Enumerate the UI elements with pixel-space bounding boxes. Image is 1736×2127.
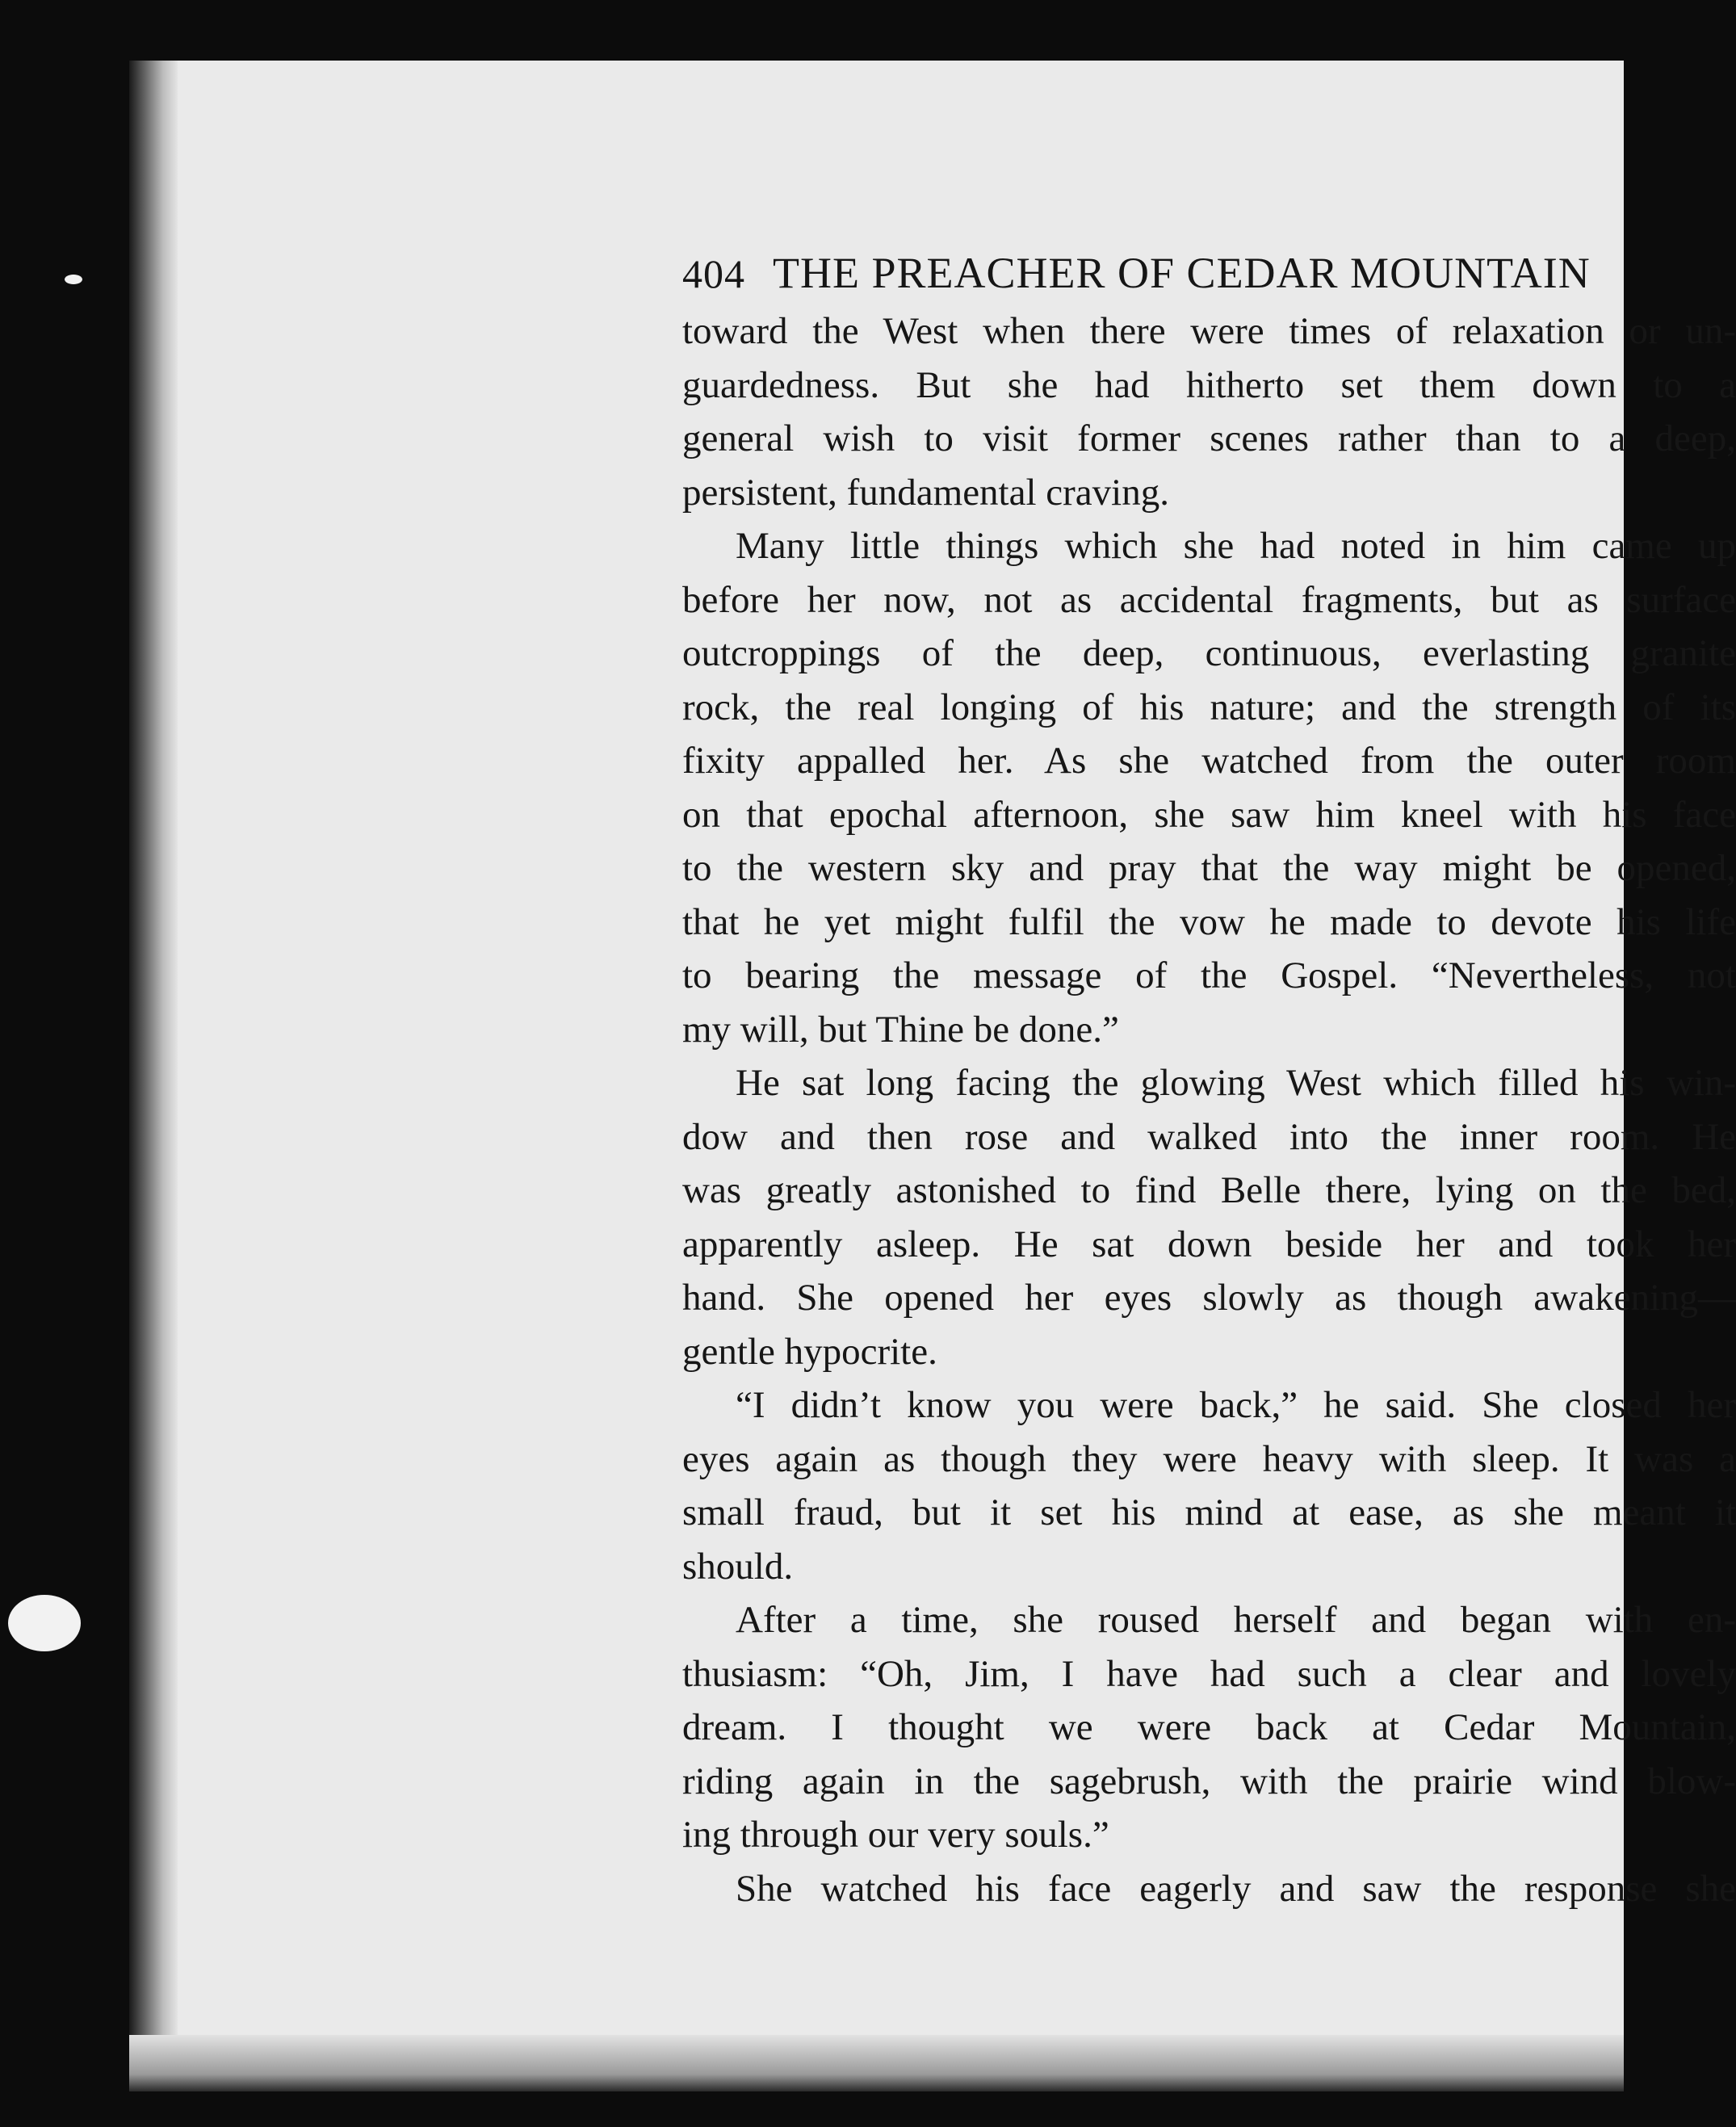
text-line: small fraud, but it set his mind at ease, as she meant it (682, 1491, 1736, 1533)
running-title: THE PREACHER OF CEDAR MOUNTAIN (773, 249, 1591, 297)
text-line: riding again in the sagebrush, with the prairie wind blow- (682, 1760, 1736, 1802)
text-line: persistent, fundamental craving. (682, 471, 1169, 514)
text-line: on that epochal afternoon, she saw him kneel with his face (682, 793, 1736, 836)
book-page (129, 61, 1736, 2091)
text-line: dow and then rose and walked into the inner room. He (682, 1115, 1736, 1158)
text-line: ing through our very souls.” (682, 1814, 1109, 1856)
text-line: before her now, not as accidental fragments, but as surface (682, 578, 1736, 621)
text-line: toward the West when there were times of relaxation or un- (682, 310, 1736, 352)
text-line: She watched his face eagerly and saw the response she (736, 1867, 1736, 1910)
running-header (682, 248, 1736, 298)
text-line: hand. She opened her eyes slowly as though awakening— (682, 1277, 1736, 1319)
text-line: eyes again as though they were heavy with sleep. It was a (682, 1437, 1736, 1480)
text-line: to bearing the message of the Gospel. “Nevertheless, not (682, 954, 1736, 996)
text-line: should. (682, 1545, 794, 1588)
text-line: my will, but Thine be done.” (682, 1008, 1119, 1051)
text-line: guardedness. But she had hitherto set them down to a (682, 363, 1736, 406)
text-line: general wish to visit former scenes rather than to a deep, (682, 417, 1736, 459)
text-line: dream. I thought we were back at Cedar Mountain, (682, 1706, 1736, 1748)
text-line: thusiasm: “Oh, Jim, I have had such a clear and lovely (682, 1652, 1736, 1695)
text-line: was greatly astonished to find Belle there, lying on the bed, (682, 1169, 1736, 1211)
text-line: outcroppings of the deep, continuous, everlasting granite (682, 632, 1736, 674)
page-bottom-shadow (129, 2035, 1624, 2091)
text-line: that he yet might fulfil the vow he made to devote his life (682, 900, 1736, 943)
text-line: Many little things which she had noted in him came up (736, 525, 1736, 567)
scan-speck (8, 1595, 81, 1651)
text-line: After a time, she roused herself and began with en- (736, 1599, 1736, 1641)
text-line: gentle hypocrite. (682, 1330, 937, 1373)
page-number: 404 (682, 251, 745, 296)
text-line: “I didn’t know you were back,” he said. She closed her (736, 1384, 1736, 1426)
body-text (682, 304, 1736, 1915)
text-line: rock, the real longing of his nature; and the strength of its (682, 686, 1736, 728)
text-line: He sat long facing the glowing West which filled his win- (736, 1062, 1736, 1104)
page-content (682, 248, 1736, 1915)
text-line: fixity appalled her. As she watched from the outer room (682, 740, 1736, 782)
page-gutter-shadow (129, 61, 178, 2091)
text-line: to the western sky and pray that the way might be opened, (682, 847, 1736, 889)
text-line: apparently asleep. He sat down beside her and took her (682, 1223, 1736, 1265)
scan-speck (65, 275, 82, 284)
